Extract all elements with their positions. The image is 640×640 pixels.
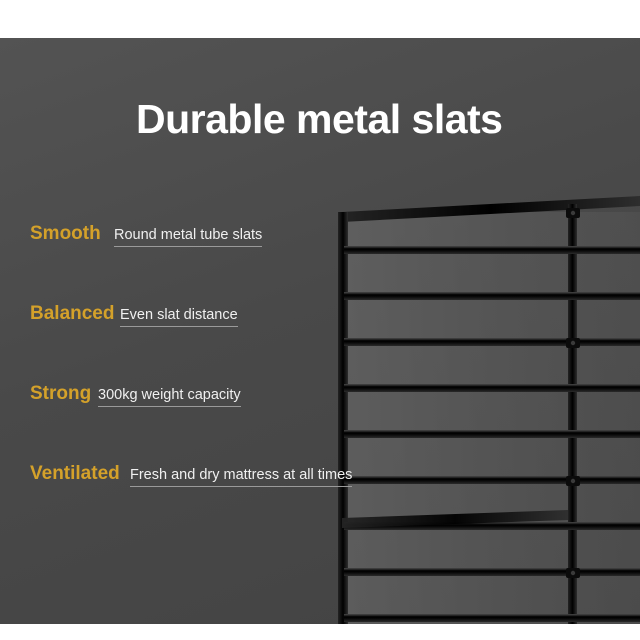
feature-list xyxy=(30,223,360,543)
feature-term: Strong xyxy=(30,383,92,404)
list-item xyxy=(30,463,360,543)
feature-term: Balanced xyxy=(30,303,115,324)
list-item xyxy=(30,383,360,463)
feature-term: Smooth xyxy=(30,223,101,244)
feature-description: 300kg weight capacity xyxy=(98,387,241,407)
list-item xyxy=(30,223,360,303)
bed-frame-image xyxy=(330,188,640,624)
feature-term: Ventilated xyxy=(30,463,120,484)
feature-description: Even slat distance xyxy=(120,307,238,327)
list-item xyxy=(30,303,360,383)
dark-panel xyxy=(0,38,640,624)
feature-description: Fresh and dry mattress at all times xyxy=(130,467,352,487)
feature-description: Round metal tube slats xyxy=(114,227,262,247)
page-title: Durable metal slats xyxy=(136,96,503,142)
